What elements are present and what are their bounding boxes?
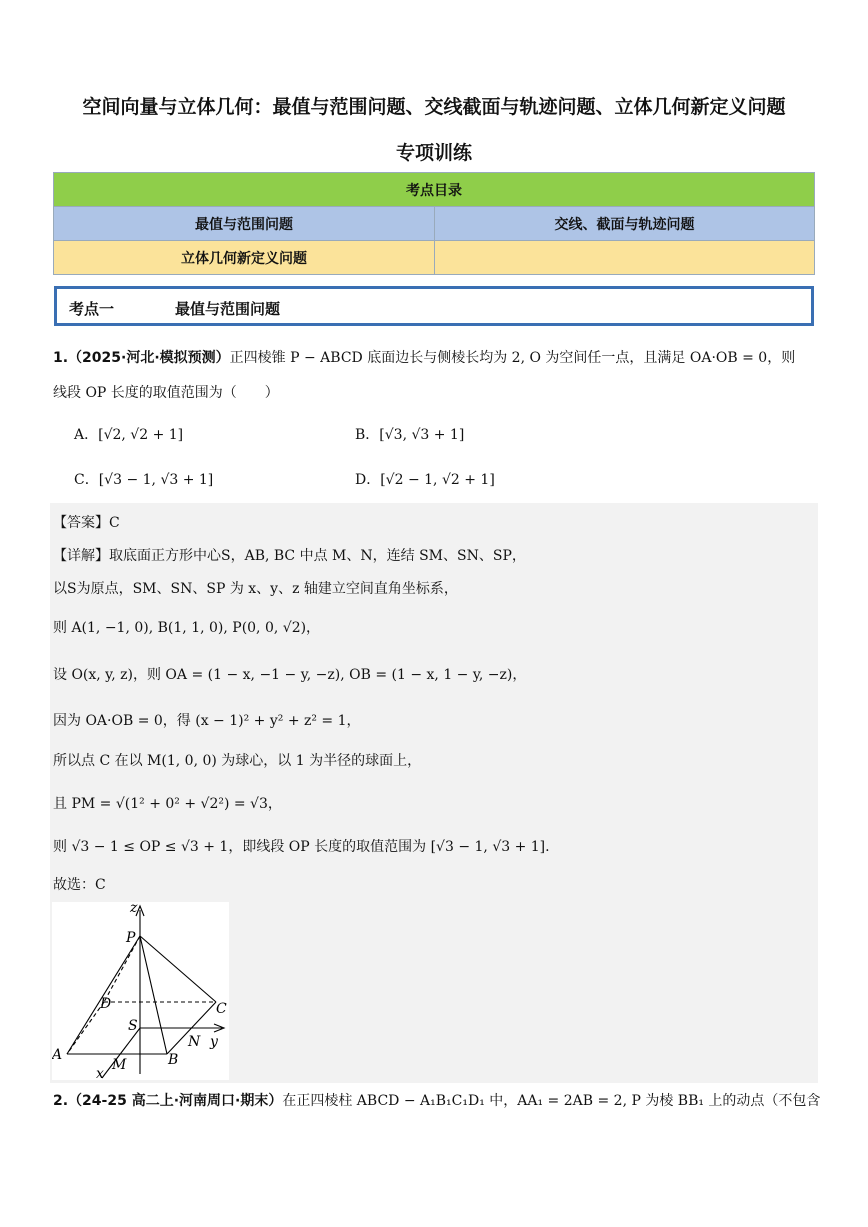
label-p: P: [126, 930, 136, 946]
label-n: N: [188, 1034, 201, 1050]
question-1: [53, 347, 813, 369]
solution-line-6: 所以点 C 在以 M(1, 0, 0) 为球心，以 1 为半径的球面上，: [53, 753, 422, 769]
pyramid-diagram: [52, 902, 229, 1080]
toc-item-empty: [435, 241, 815, 275]
doc-title-line1: 空间向量与立体几何：最值与范围问题、交线截面与轨迹问题、立体几何新定义问题: [82, 96, 786, 118]
label-z: z: [130, 902, 138, 916]
label-y: y: [210, 1034, 218, 1050]
question-2-stem: 在正四棱柱 ABCD − A₁B₁C₁D₁ 中，AA₁ = 2AB = 2, P 为棱 BB₁ 上的动点（不包含: [282, 1093, 821, 1109]
doc-title-line2: 专项训练: [395, 142, 472, 164]
solution-line-4: 设 O(x, y, z)，则 OA = (1 − x, −1 − y, −z), OB = (1 − x, 1 − y, −z)，: [53, 667, 527, 683]
solution-line-1: 【详解】取底面正方形中心S，AB, BC 中点 M、N，连结 SM、SN、SP，: [53, 548, 526, 564]
option-b[interactable]: B．[√3, √3 + 1]: [355, 427, 465, 443]
edge-da: [67, 1002, 104, 1054]
label-a: A: [52, 1047, 63, 1063]
label-s: S: [128, 1018, 138, 1034]
section-heading: [54, 286, 814, 326]
toc-item-intersection[interactable]: 交线、截面与轨迹问题: [435, 207, 815, 241]
pyramid-figure: [52, 902, 229, 1080]
question-1-source: 1.（2025·河北·模拟预测）: [53, 350, 230, 366]
option-d[interactable]: D．[√2 − 1, √2 + 1]: [355, 472, 495, 488]
question-1-stem: 正四棱锥 P − ABCD 底面边长与侧棱长均为 2, O 为空间任一点，且满足 OA·OB = 0，则: [229, 350, 796, 366]
solution-line-5: 因为 OA·OB = 0，得 (x − 1)² + y² + z² = 1，: [53, 713, 361, 729]
question-2-source: 2.（24-25 高二上·河南周口·期末）: [53, 1093, 283, 1109]
toc-table: [53, 172, 815, 275]
label-d: D: [100, 996, 112, 1012]
edge-pc: [140, 936, 216, 1002]
toc-item-min-max[interactable]: 最值与范围问题: [54, 207, 435, 241]
section-label: 考点一: [69, 300, 115, 318]
solution-line-3: 则 A(1, −1, 0), B(1, 1, 0), P(0, 0, √2)，: [53, 620, 321, 636]
label-c: C: [216, 1001, 227, 1017]
label-x: x: [96, 1066, 104, 1080]
label-m: M: [112, 1057, 127, 1073]
solution-line-2: 以S为原点，SM、SN、SP 为 x、y、z 轴建立空间直角坐标系，: [53, 581, 458, 597]
label-b: B: [168, 1052, 179, 1068]
option-c[interactable]: C．[√3 − 1, √3 + 1]: [74, 472, 214, 488]
solution-line-7: 且 PM = √(1² + 0² + √2²) = √3，: [53, 796, 282, 812]
solution-line-9: 故选：C: [53, 877, 106, 893]
question-1-stem-2: 线段 OP 长度的取值范围为（ ）: [53, 385, 279, 401]
solution-line-8: 则 √3 − 1 ≤ OP ≤ √3 + 1，即线段 OP 长度的取值范围为 [√3 − 1, √3 + 1].: [53, 839, 550, 855]
section-title: 最值与范围问题: [175, 300, 281, 318]
option-a[interactable]: A．[√2, √2 + 1]: [74, 427, 184, 443]
answer-line: 【答案】C: [53, 515, 120, 531]
question-2: [53, 1090, 823, 1112]
toc-header: 考点目录: [54, 173, 815, 207]
edge-pb: [140, 936, 167, 1054]
toc-item-new-definition[interactable]: 立体几何新定义问题: [54, 241, 435, 275]
edge-pa: [67, 936, 140, 1054]
